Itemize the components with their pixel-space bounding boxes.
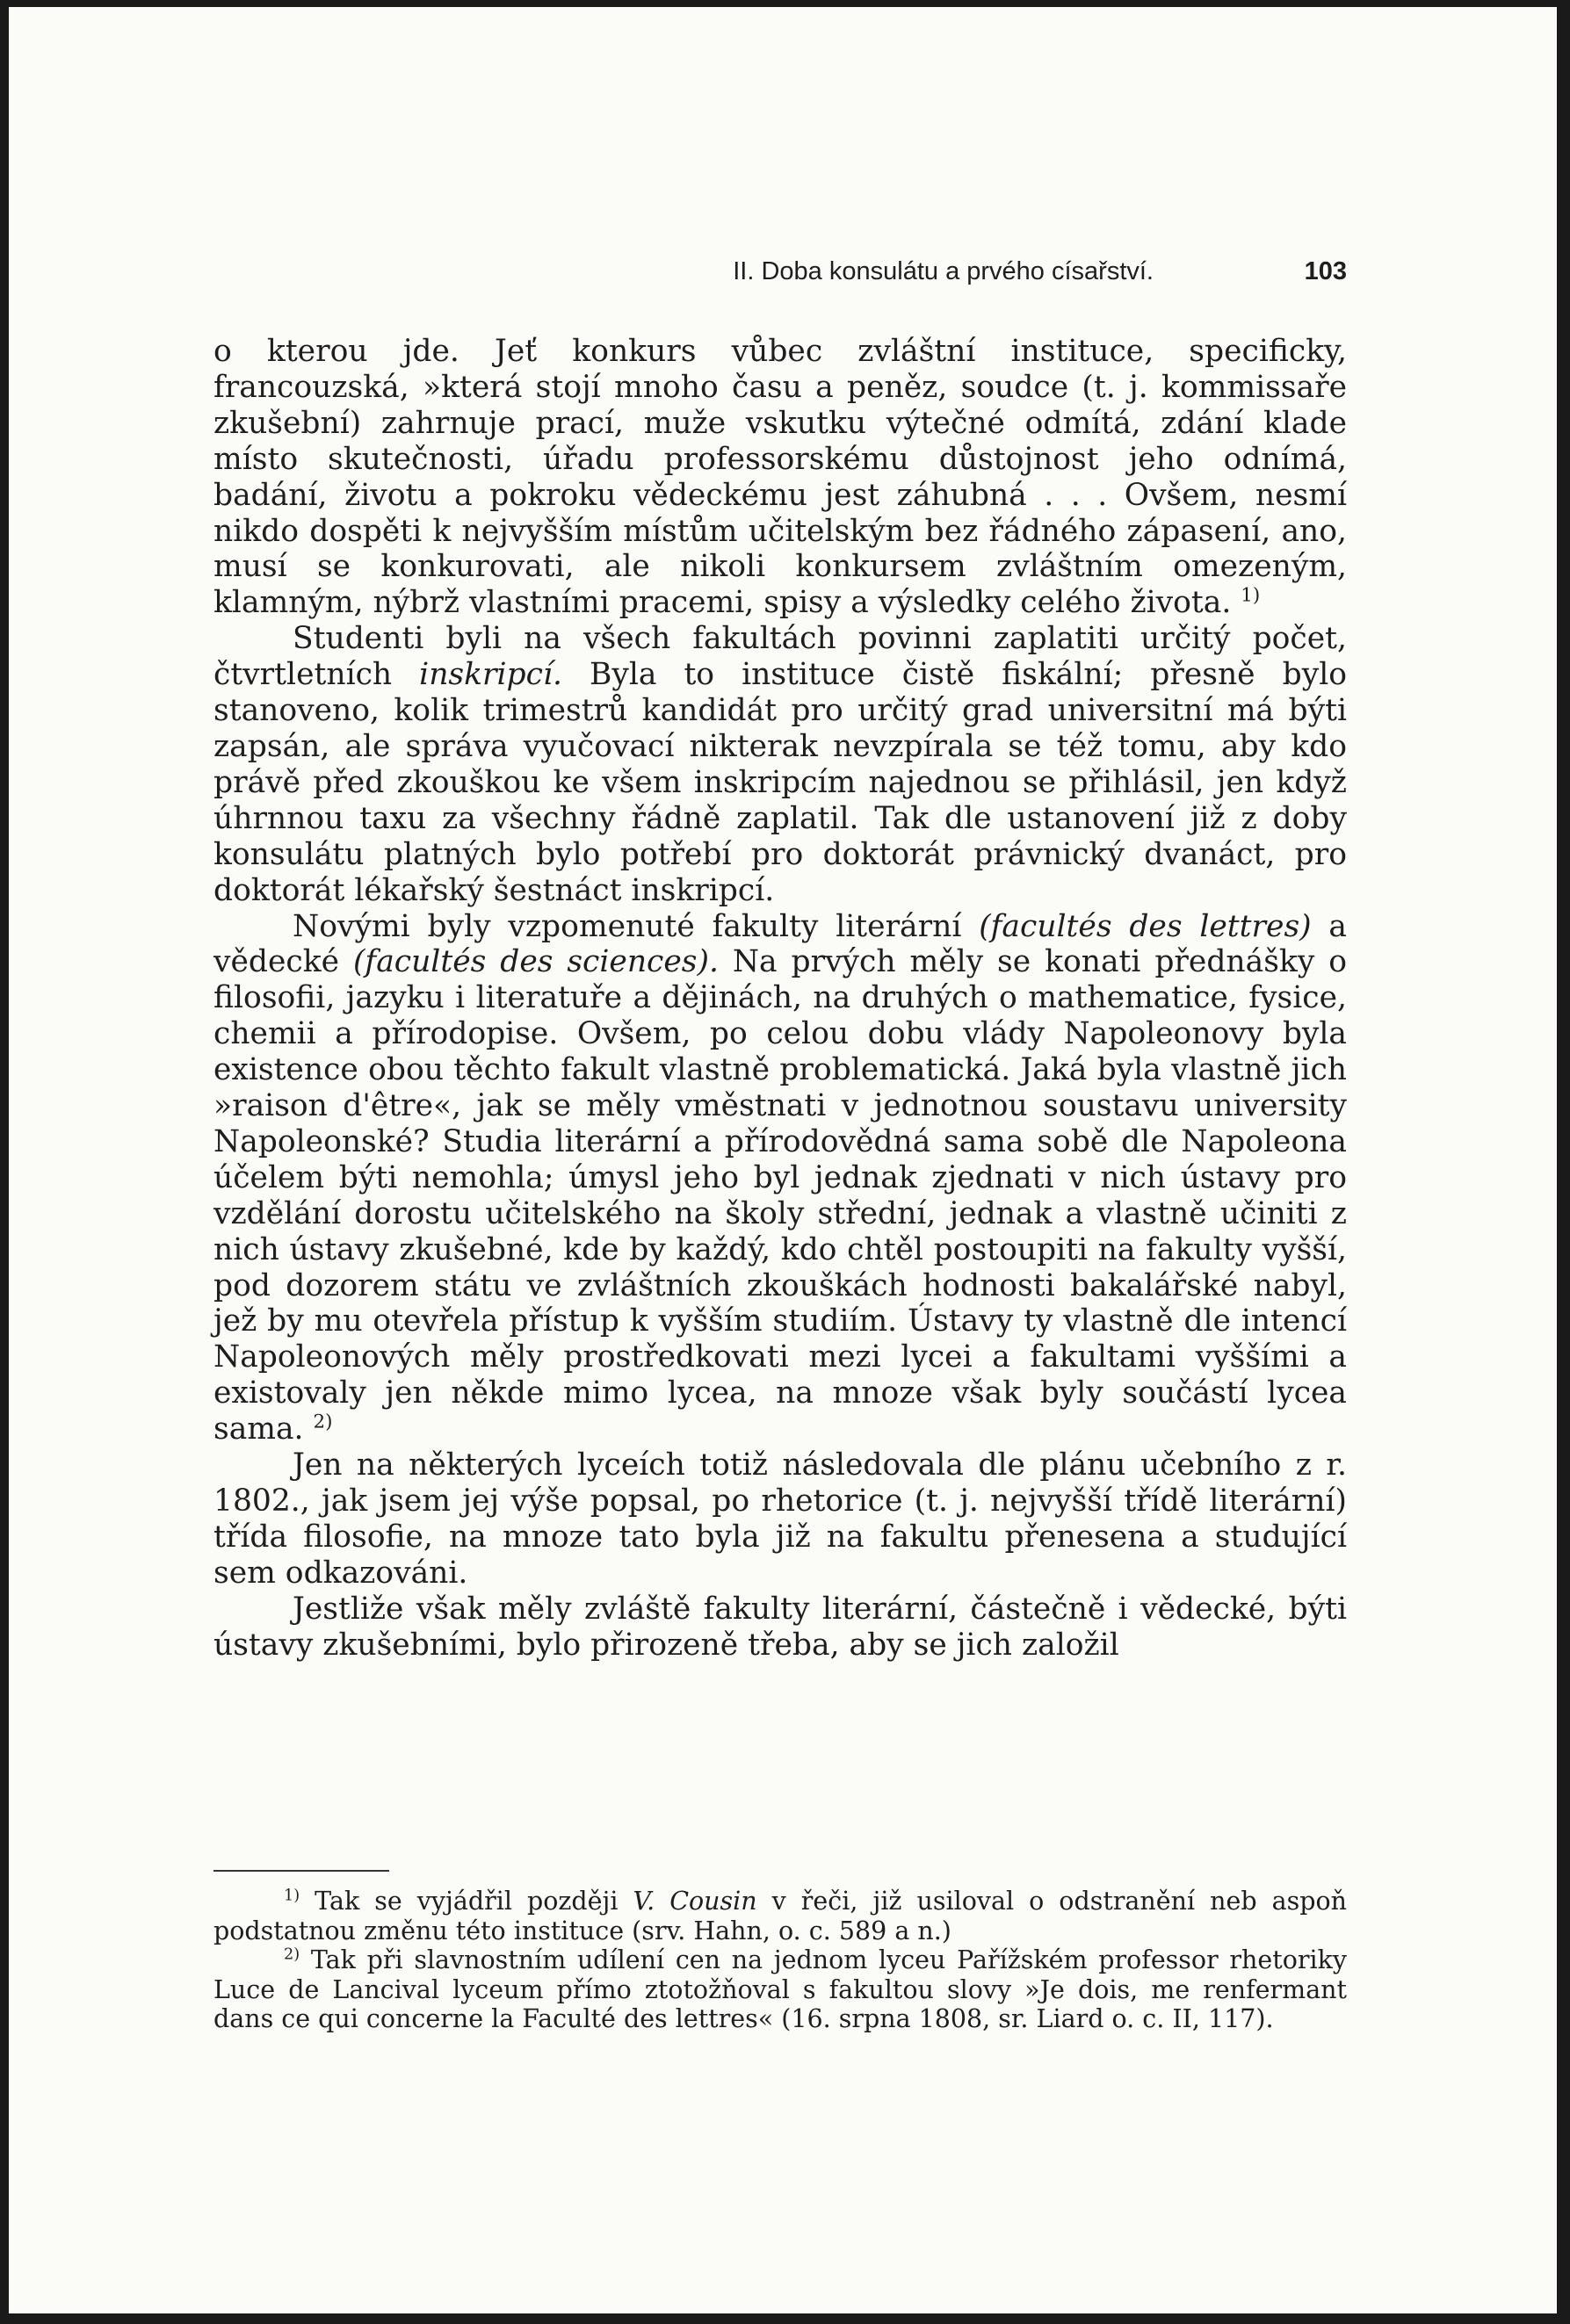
footnote-2-text: Tak při slavnostním udílení cen na jednom lyceu Pařížském professor rhetoriky Luce de Lancival lyceum přímo ztotožňoval s fakultou slovy »Je dois, me renfermant dans ce qui concerne la Faculté des lettres« (16. srpna 1808, sr. Liard o. c. II, 117). (213, 1945, 1347, 2033)
paragraph-3-italic-1: (facultés des lettres) (979, 908, 1312, 944)
footnote-ref-2: 2) (313, 1411, 333, 1433)
page-number: 103 (1304, 257, 1347, 285)
book-page (9, 7, 1557, 2313)
paragraph-4: Jen na některých lyceích totiž následovala dle plánu učebního z r. 1802., jak jsem jej výše popsal, po rhetorice (t. j. nejvyšší třídě literární) třída filosofie, na mnoze tato byla již na fakultu přenesena a studující sem odkazováni. (213, 1447, 1347, 1591)
paragraph-2-text-a: Studenti byli na všech fakultách povinni zaplatiti určitý počet, čtvrtletních (213, 621, 1347, 693)
footnote-1-mark: 1) (284, 1887, 300, 1905)
paragraph-3-text-c: Na prvých měly se konati přednášky o filosofii, jazyku i literatuře a dějinách, na druhých o mathematice, fysice, chemii a přírodopise. Ovšem, po celou dobu vlády Napoleonovy byla existence obou těchto fakult vlastně problematická. Jaká byla vlastně jich »raison d'être«, jak se měly vměstnati v jednotnou soustavu university Napoleonské? Studia literární a přírodovědná sama sobě dle Napoleona účelem býti nemohla; úmysl jeho byl jednak zjednati v nich ústavy pro vzdělání dorostu učitelského na školy střední, jednak a vlastně učiniti z nich ústavy zkušebné, kde by každý, kdo chtěl postoupiti na fakulty vyšší, pod dozorem státu ve zvláštních zkouškách hodnosti bakalářské nabyl, jež by mu otevřela přístup k vyšším studiím. Ústavy ty vlastně dle intencí Napoleonových měly prostředkovati mezi lycei a fakultami vyššími a existovaly jen někde mimo lycea, na mnoze však byly součástí lycea sama. (213, 944, 1347, 1447)
paragraph-2 (213, 621, 1347, 908)
main-text (213, 334, 1347, 1664)
paragraph-5: Jestliže však měly zvláště fakulty literární, částečně i vědecké, býti ústavy zkušebními, bylo přirozeně třeba, aby se jich založil (213, 1591, 1347, 1663)
paragraph-3 (213, 909, 1347, 1448)
footnote-ref-1: 1) (1241, 584, 1261, 607)
paragraph-3-text-a: Novými byly vzpomenuté fakulty literární (293, 908, 962, 944)
paragraph-3-text-b: a vědecké (213, 908, 1347, 980)
paragraph-2-text-b: Byla to instituce čistě fiskální; přesně bylo stanoveno, kolik trimestrů kandidát pro určitý grad universitní má býti zapsán, ale správa vyučovací nikterak nevzpírala se též tomu, aby kdo právě před zkouškou ke všem inskripcím najednou se přihlásil, jen když úhrnnou taxu za všechny řádně zaplatil. Tak dle ustanovení již z doby konsulátu platných bylo potřebí pro doktorát právnický dvanáct, pro doktorát lékařský šestnáct inskripcí. (213, 657, 1347, 908)
footnote-1-text-b: v řeči, již usiloval o odstranění neb aspoň podstatnou změnu této instituce (srv. Hahn, o. c. 589 a n.) (213, 1887, 1348, 1945)
running-title: II. Doba konsulátu a prvého císařství. (733, 257, 1154, 285)
paragraph-1 (213, 334, 1347, 621)
paragraph-2-italic: inskripcí. (419, 657, 562, 693)
paragraph-3-italic-2: (facultés des sciences). (352, 944, 719, 980)
footnotes (213, 1887, 1347, 2034)
running-header (213, 257, 1347, 292)
paragraph-1-text: o kterou jde. Jeť konkurs vůbec zvláštní instituce, specificky, francouzská, »která stojí mnoho času a peněz, soudce (t. j. kommissaře zkušební) zahrnuje prací, muže vskutku výtečné odmítá, zdání klade místo skutečnosti, úřadu professorskému důstojnost jeho odnímá, badání, životu a pokroku vědeckému jest záhubná . . . Ovšem, nesmí nikdo dospěti k nejvyšším místům učitelským bez řádného zápasení, ano, musí se konkurovati, ale nikoli konkursem zvláštním omezeným, klamným, nýbrž vlastními pracemi, spisy a výsledky celého života. (213, 334, 1347, 621)
footnote-1-italic: V. Cousin (633, 1887, 757, 1916)
footnote-1 (213, 1887, 1347, 1945)
footnote-2 (213, 1945, 1347, 2034)
footnote-2-mark: 2) (284, 1945, 300, 1964)
footnote-rule (213, 1870, 389, 1872)
footnote-1-text-a: Tak se vyjádřil později (315, 1887, 619, 1916)
